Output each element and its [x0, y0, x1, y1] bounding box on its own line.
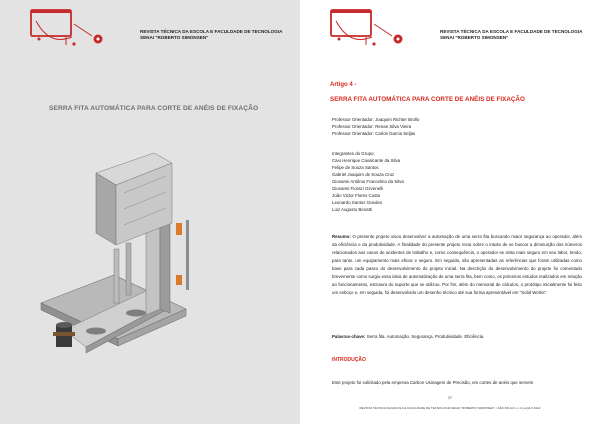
keywords-text: Serra fita. Automação. Segurança. Produtividade. Eficiência. [366, 334, 485, 339]
keywords-label: Palavras-chave: [332, 334, 366, 339]
journal-line-1: REVISTA TÉCNICA DA ESCOLA E FACULDADE DE TECNOLOGIA [440, 29, 583, 34]
group-members [332, 150, 582, 213]
journal-line-2: SENAI "ROBERTO SIMONSEN" [140, 34, 209, 40]
page-number: 37 [448, 396, 452, 400]
professor-line: Professor Orientador: Renan Silva Vieira [332, 124, 412, 129]
professor-line: Professor Orientador: Carlos Garcia Seljas [332, 131, 416, 136]
members-heading: Integrantes do Grupo: [332, 151, 375, 156]
band-saw-3d-model-figure [36, 125, 196, 395]
member-name: Giovanni Antônio Francelino da Silva [332, 179, 404, 184]
professor-line: Professor Orientador: Joaquim Richter Brollo [332, 117, 420, 122]
intro-text: Este projeto foi solicitado pela empresa Carbon Usinagem de Precisão, em cortes de anéis que servem [332, 380, 534, 385]
journal-header [140, 29, 282, 40]
left-page-title: SERRA FITA AUTOMÁTICA PARA CORTE DE ANÉIS DE FIXAÇÃO [49, 105, 259, 112]
abstract-text: O presente projeto visou desenvolver a automação de uma serra fita buscando maior segurança ao operador, além da eficiência e da produtividade. A finalidade do presente projeto recai sobre o intuito de se buscar a diminuição dos números relacionados aos casos de acidentes de trabalho e, como consequência, o operador se sinta mais seguro em seu labor, tendo, para tanto, um equipamento mais eficaz e seguro. Em seguida, são apresentadas as referências que foram utilizadas como base para cada passo do desenvolvimento do projeto inicial. Na descrição do desenvolvimento do projeto foi comentado brevemente como surgiu essa ideia de automatização de uma serra fita, bem como, os primeiros estudos realizados em relação ao funcionamento, estrutura do suporte que se utilizou. Por fim, além do memorial de cálculos, o protótipo inicialmente foi feito um esboço e, em seguida, foi desenvolvido um desenho técnico até sua forma apresentável em "Solid Works". [332, 234, 582, 295]
intro-heading: INTRODUÇÃO [332, 357, 366, 363]
abstract [332, 233, 582, 297]
member-name: Luiz Augusto Benatti [332, 207, 373, 212]
journal-header-right [440, 29, 582, 40]
member-name: Felipe de Souza Santos [332, 165, 379, 170]
member-name: Gabriel Joaquim de Souza Cruz [332, 172, 395, 177]
member-name: Caio Henrique Cavalcante da Silva [332, 158, 401, 163]
professors-list [332, 116, 582, 137]
member-name: Leonardo Santos Guedes [332, 200, 383, 205]
journal-line-2: SENAI "ROBERTO SIMONSEN" [440, 34, 509, 40]
abstract-label: Resumo: [332, 234, 351, 239]
journal-logo-icon-right [328, 9, 408, 51]
journal-logo-icon [28, 9, 108, 51]
page-footer: REVISTA TÉCNICA DA ESCOLA E FACULDADE DE TECNOLOGIA SENAI "ROBERTO SIMONSEN" • SÃO PAULO • n.1 (out)/LX 2022 [359, 406, 541, 410]
article-title: SERRA FITA AUTOMÁTICA PARA CORTE DE ANÉIS DE FIXAÇÃO [330, 96, 525, 103]
member-name: Giovanni Fiorazi Ozvenelli [332, 186, 384, 191]
journal-line-1: REVISTA TÉCNICA DA ESCOLA E FACULDADE DE TECNOLOGIA [140, 29, 283, 34]
article-label: Artigo 4 - [330, 82, 357, 88]
member-name: João Victor Flores Costa [332, 193, 380, 198]
keywords [332, 333, 582, 340]
right-page [300, 0, 600, 424]
